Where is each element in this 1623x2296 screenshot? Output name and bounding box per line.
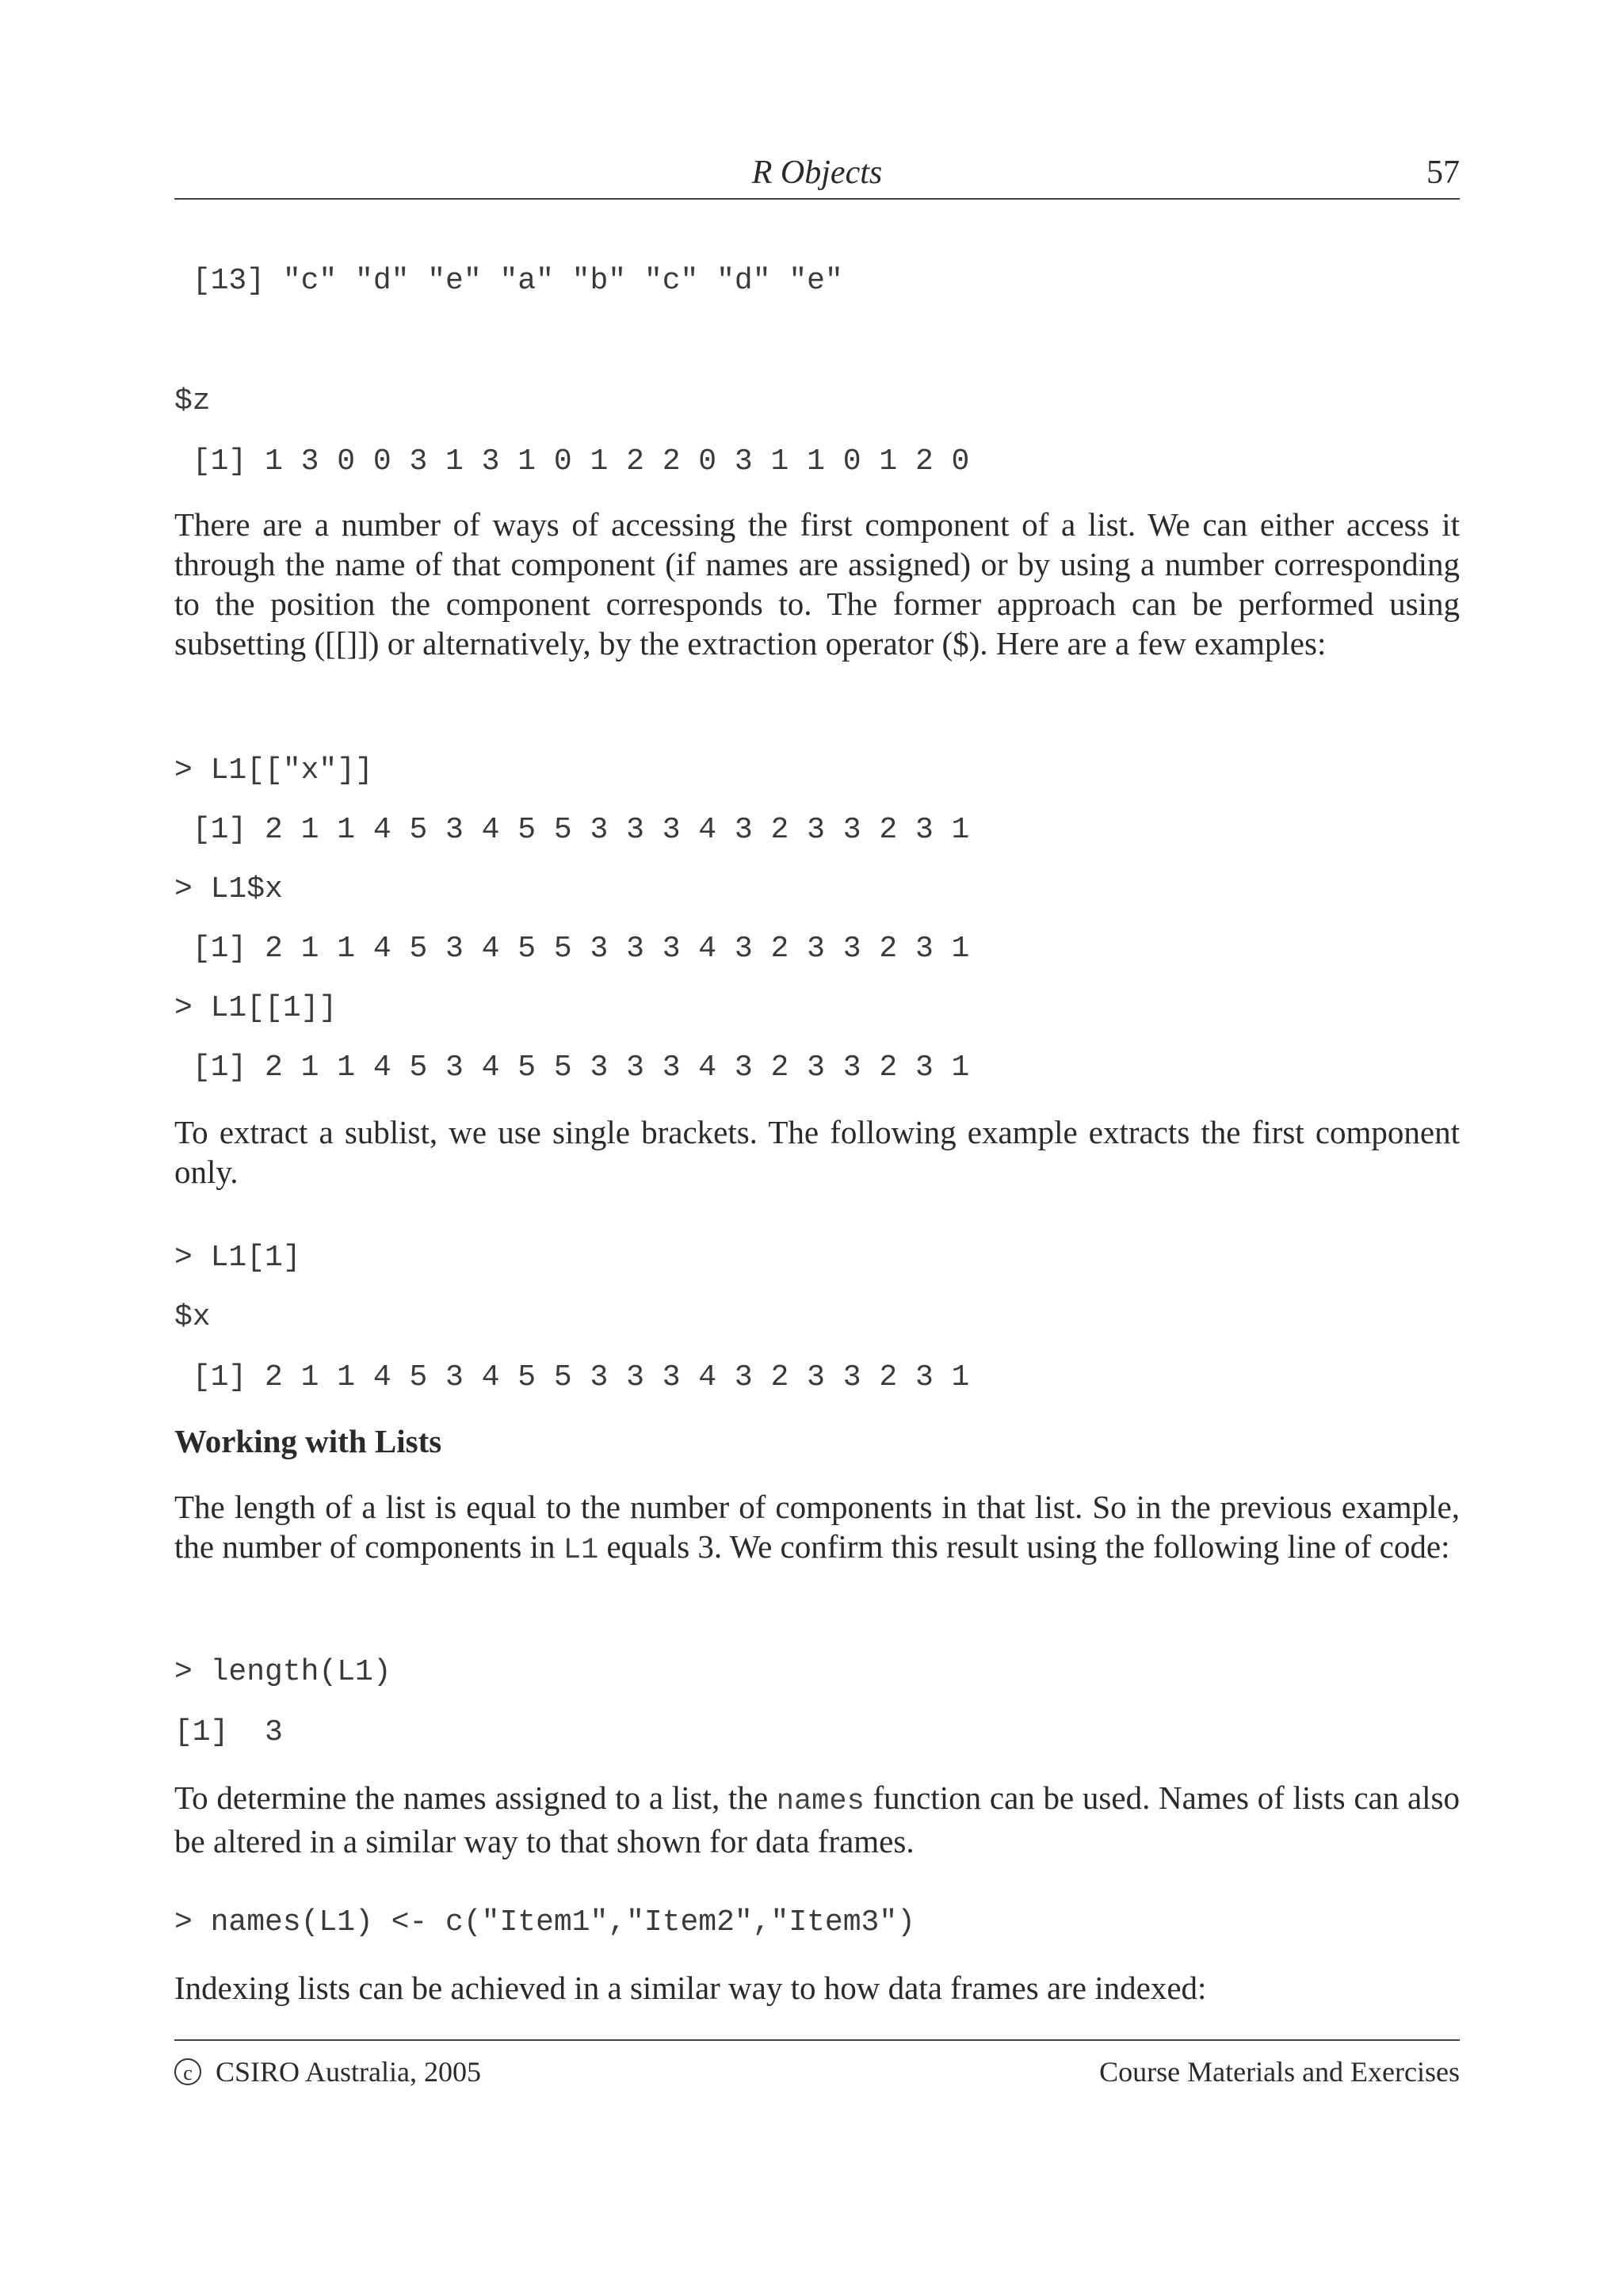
paragraph-text: To determine the names assigned to a list, the [174, 1779, 777, 1816]
body-paragraph: There are a number of ways of accessing the first component of a list. We can either access it through the name of that component (if names are assigned) or by using a number corresponding to the position the component corresponds to. The former approach can be performed using subsetting ([[]]) or alternatively, by the extraction operator ($). Here are a few examples: [174, 506, 1460, 662]
code-output-line: [1] 2 1 1 4 5 3 4 5 5 3 3 3 4 3 2 3 3 2 3 1 [174, 813, 970, 847]
body-paragraph [174, 1778, 1460, 1861]
code-input-line: > length(L1) [174, 1655, 391, 1689]
code-input-line: > L1$x [174, 872, 283, 906]
footer-left [174, 2055, 481, 2088]
inline-code: names [776, 1785, 865, 1818]
body-paragraph: To extract a sublist, we use single brackets. The following example extracts the first component only. [174, 1114, 1460, 1190]
page-number: 57 [1426, 154, 1460, 191]
document-page [174, 0, 1460, 2296]
code-input-line: > L1[1] [174, 1241, 301, 1275]
code-output-line: [1] 2 1 1 4 5 3 4 5 5 3 3 3 4 3 2 3 3 2 3 1 [174, 1051, 970, 1085]
running-title: R Objects [751, 154, 883, 191]
body-paragraph [174, 1487, 1460, 1570]
footer-copyright-text: CSIRO Australia, 2005 [216, 2056, 482, 2088]
page-header [174, 151, 1460, 200]
code-output-line: [13] "c" "d" "e" "a" "b" "c" "d" "e" [174, 264, 843, 298]
paragraph-text: The length of a list is equal to the number of components in that list. So in the previous example, the number of components in [174, 1489, 1460, 1565]
code-input-line: > names(L1) <- c("Item1","Item2","Item3") [174, 1905, 915, 1939]
code-output-line: [1] 1 3 0 0 3 1 3 1 0 1 2 2 0 3 1 1 0 1 2 0 [174, 444, 970, 479]
code-input-line: > L1[[1]] [174, 991, 338, 1025]
paragraph-text: equals 3. We confirm this result using the following line of code: [598, 1528, 1450, 1565]
code-output-line: $x [174, 1300, 211, 1334]
page-footer [174, 2039, 1460, 2088]
code-output-line: [1] 2 1 1 4 5 3 4 5 5 3 3 3 4 3 2 3 3 2 3 1 [174, 932, 970, 966]
footer-right-text: Course Materials and Exercises [1099, 2056, 1460, 2088]
section-heading: Working with Lists [174, 1423, 442, 1459]
code-output-line: [1] 2 1 1 4 5 3 4 5 5 3 3 3 4 3 2 3 3 2 3 1 [174, 1360, 970, 1394]
code-output-line: $z [174, 384, 211, 418]
body-paragraph: Indexing lists can be achieved in a similar way to how data frames are indexed: [174, 1970, 1207, 2006]
code-output-line: [1] 3 [174, 1715, 283, 1749]
copyright-icon: c [174, 2058, 201, 2085]
paragraph-text: function can be used. Names of lists can also be altered in a similar way to that shown for data frames. [174, 1779, 1460, 1859]
code-input-line: > L1[["x"]] [174, 753, 373, 788]
inline-code: L1 [563, 1534, 599, 1567]
